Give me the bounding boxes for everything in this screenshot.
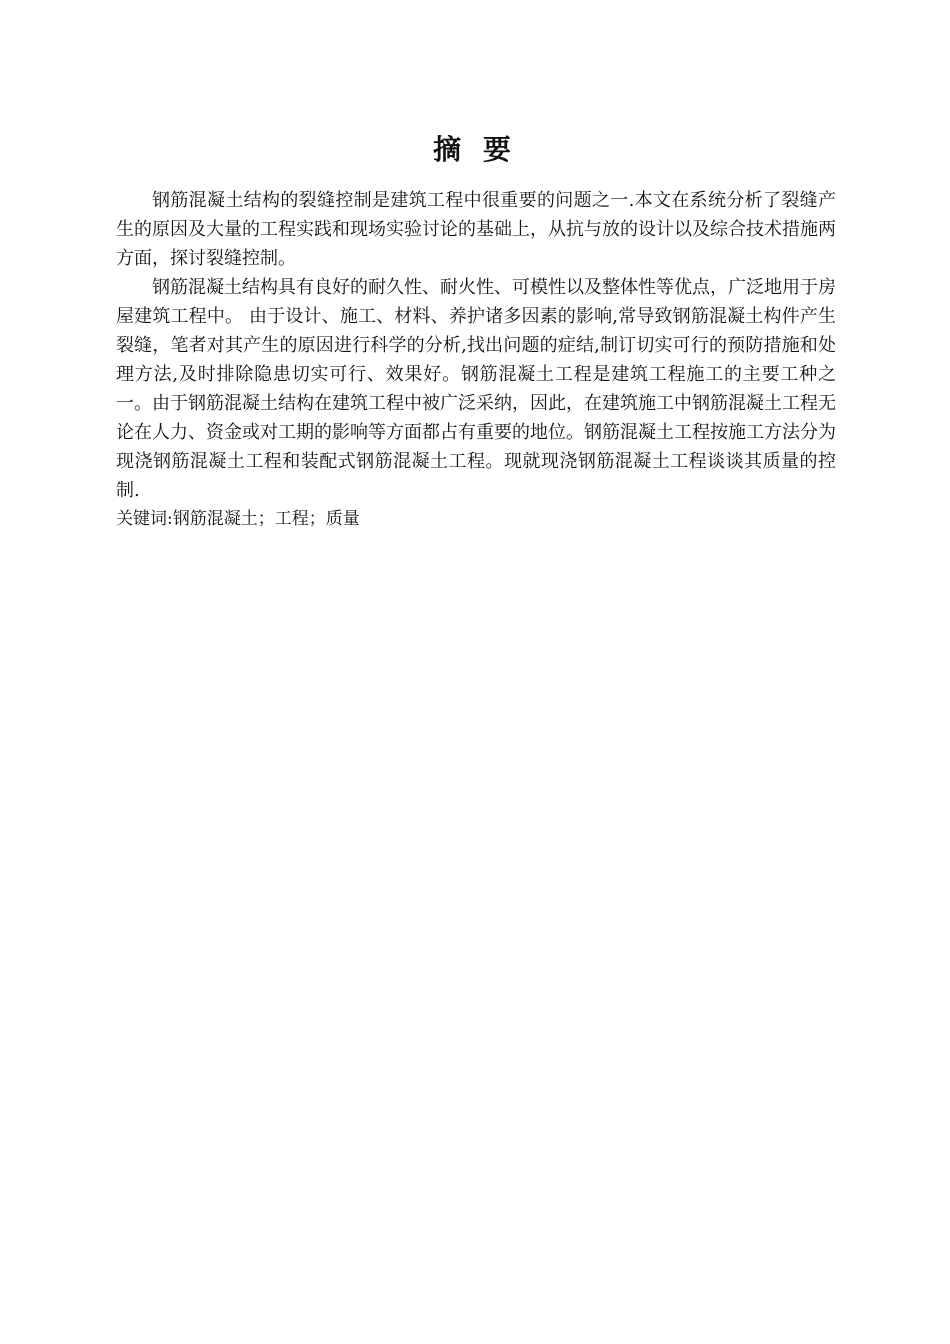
keywords-line: 关键词:钢筋混凝土；工程；质量 bbox=[116, 509, 360, 529]
abstract-paragraph-2: 钢筋混凝土结构具有良好的耐久性、耐火性、可模性以及整体性等优点，广泛地用于房屋建筑工程中。 由于设计、施工、材料、养护诸多因素的影响,常导致钢筋混凝土构件产生裂缝，笔者对其产生的原因进行科学的分析,找出问题的症结,制订切实可行的预防措施和处理方法,及时排除隐患切实可行、效果好。钢筋混凝土工程是建筑工程施工的主要工种之一。由于钢筋混凝土结构在建筑工程中被广泛采纳，因此，在建筑施工中钢筋混凝土工程无论在人力、资金或对工期的影响等方面都占有重要的地位。钢筋混凝土工程按施工方法分为现浇钢筋混凝土工程和装配式钢筋混凝土工程。现就现浇钢筋混凝土工程谈谈其质量的控制. bbox=[116, 277, 836, 501]
abstract-paragraph-1: 钢筋混凝土结构的裂缝控制是建筑工程中很重要的问题之一.本文在系统分析了裂缝产生的原因及大量的工程实践和现场实验讨论的基础上，从抗与放的设计以及综合技术措施两方面，探讨裂缝控制。 bbox=[116, 190, 836, 269]
abstract-body bbox=[116, 186, 836, 534]
page-title: 摘 要 bbox=[433, 133, 517, 166]
